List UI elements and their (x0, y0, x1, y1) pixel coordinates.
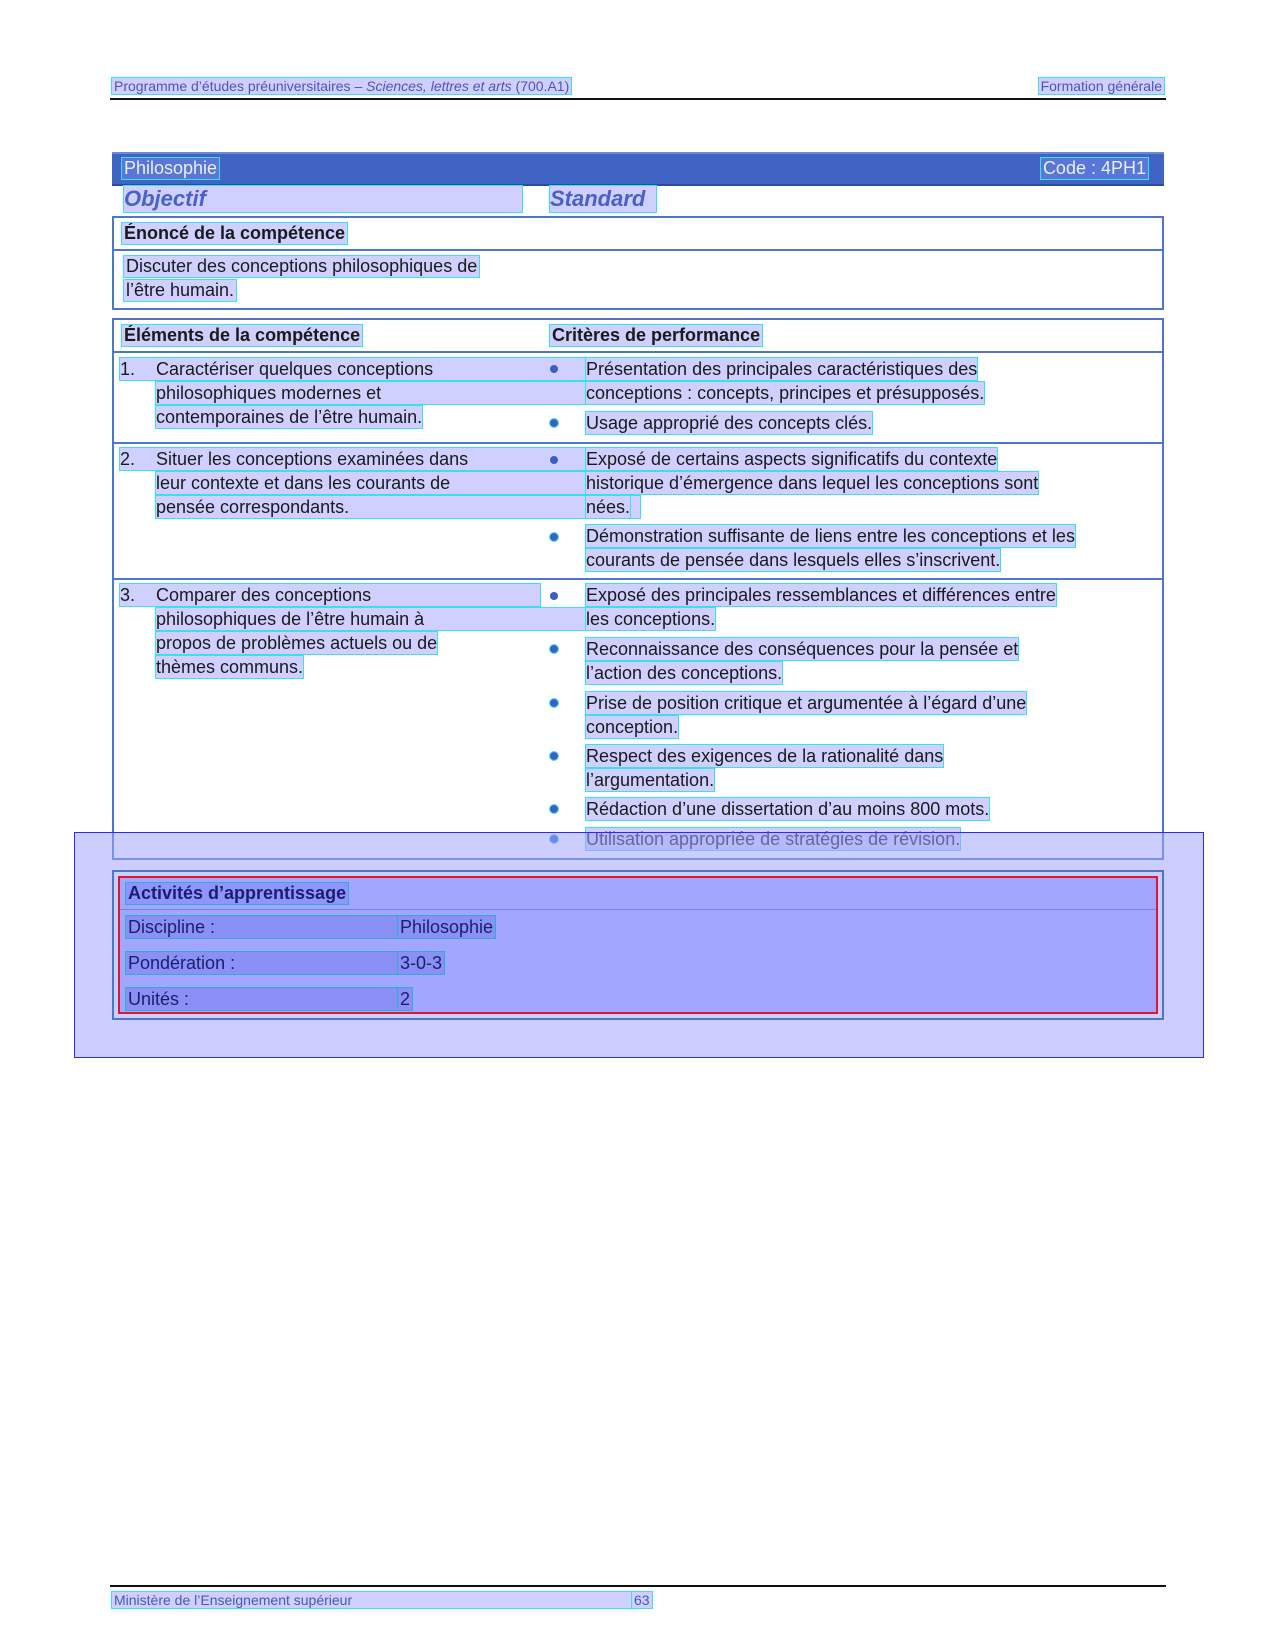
ponderation-label: Pondération : (126, 952, 400, 974)
criterion-line: historique d’émergence dans lequel les conceptions sont (586, 473, 1039, 493)
activities-selection[interactable] (118, 876, 1158, 1014)
program-name: Sciences, lettres et arts (366, 78, 512, 94)
criterion-line: nées. (586, 497, 631, 517)
criterion-line: Usage approprié des concepts clés. (586, 413, 873, 433)
criterion-line: l’argumentation. (586, 770, 715, 790)
row-divider (114, 578, 1162, 580)
element-line: pensée correspondants. (156, 496, 640, 518)
bullet-icon (550, 365, 558, 373)
activities-header (120, 878, 1156, 910)
criterion-line: Respect des exigences de la rationalité dans (586, 746, 944, 766)
footer-rule (110, 1585, 1166, 1587)
criterion-line: Exposé de certains aspects significatifs du contexte (586, 449, 998, 469)
element-line: philosophiques de l’être humain à (156, 608, 640, 630)
criterion-line: Prise de position critique et argumentée à l’égard d’une (586, 693, 1027, 713)
elements-section (112, 318, 1164, 860)
header-right: Formation générale (1040, 78, 1162, 94)
page-header (110, 76, 1166, 100)
bullet-icon (550, 533, 558, 541)
criterion-line: courants de pensée dans lesquels elles s’inscrivent. (586, 550, 1001, 570)
elements-header (114, 320, 1162, 353)
course-code: Code : 4PH1 (1042, 158, 1146, 178)
criterion-line: Reconnaissance des conséquences pour la pensée et (586, 639, 1019, 659)
element-line: Comparer des conceptions (156, 585, 372, 605)
criterion-line: Rédaction d’une dissertation d’au moins 800 mots. (586, 799, 990, 819)
element-line: Situer les conceptions examinées dans (156, 449, 469, 469)
program-code: (700.A1) (511, 78, 570, 94)
criteria-heading: Critères de performance (552, 325, 761, 345)
criterion-line: Démonstration suffisante de liens entre les conceptions et les (586, 526, 1075, 546)
enonce-line: l’être humain. (126, 280, 235, 300)
element-line: philosophiques modernes et (156, 382, 640, 404)
bullet-icon (550, 592, 558, 600)
course-title: Philosophie (124, 158, 218, 178)
discipline-label: Discipline : (126, 916, 400, 938)
enonce-line: Discuter des conceptions philosophiques de (126, 256, 478, 276)
criterion-line: conception. (586, 717, 679, 737)
element-line: thèmes communs. (156, 657, 304, 677)
bullet-icon (550, 456, 558, 464)
element-line: contemporaines de l’être humain. (156, 407, 423, 427)
unites-label: Unités : (126, 988, 400, 1010)
bullet-icon (550, 699, 558, 707)
enonce-heading: Énoncé de la compétence (124, 223, 346, 243)
program-title (112, 78, 571, 94)
bullet-icon (550, 645, 558, 653)
program-prefix: Programme d’études préuniversitaires – (114, 78, 367, 94)
activities-heading: Activités d’apprentissage (128, 883, 347, 903)
bullet-icon (550, 419, 558, 427)
objectif-label: Objectif (124, 186, 522, 212)
enonce-section (112, 216, 1164, 310)
standard-label: Standard (550, 186, 656, 212)
discipline-value: Philosophie (400, 917, 494, 937)
row-divider (114, 442, 1162, 444)
element-number: 2. (120, 448, 640, 470)
element-line: leur contexte et dans les courants de (156, 472, 640, 494)
course-title-bar (112, 152, 1164, 186)
element-number: 3. (120, 584, 540, 606)
bullet-icon (550, 805, 558, 813)
criterion-line: les conceptions. (586, 609, 716, 629)
criterion-line: Exposé des principales ressemblances et différences entre (586, 585, 1056, 605)
criterion-line: Présentation des principales caractéristiques des (586, 359, 978, 379)
criterion-line: conceptions : concepts, principes et présupposés. (586, 383, 985, 403)
element-number: 1. (120, 358, 640, 380)
elements-heading: Éléments de la compétence (124, 325, 361, 345)
footer-ministry: Ministère de l’Enseignement supérieur (112, 1592, 646, 1608)
enonce-header (114, 218, 1162, 251)
criterion-line: l’action des conceptions. (586, 663, 783, 683)
bullet-icon (550, 752, 558, 760)
element-line: Caractériser quelques conceptions (156, 359, 434, 379)
ponderation-value: 3-0-3 (400, 953, 443, 973)
unites-value: 2 (400, 989, 411, 1009)
activities-section (112, 870, 1164, 1020)
page-number: 63 (634, 1592, 650, 1608)
element-line: propos de problèmes actuels ou de (156, 633, 438, 653)
